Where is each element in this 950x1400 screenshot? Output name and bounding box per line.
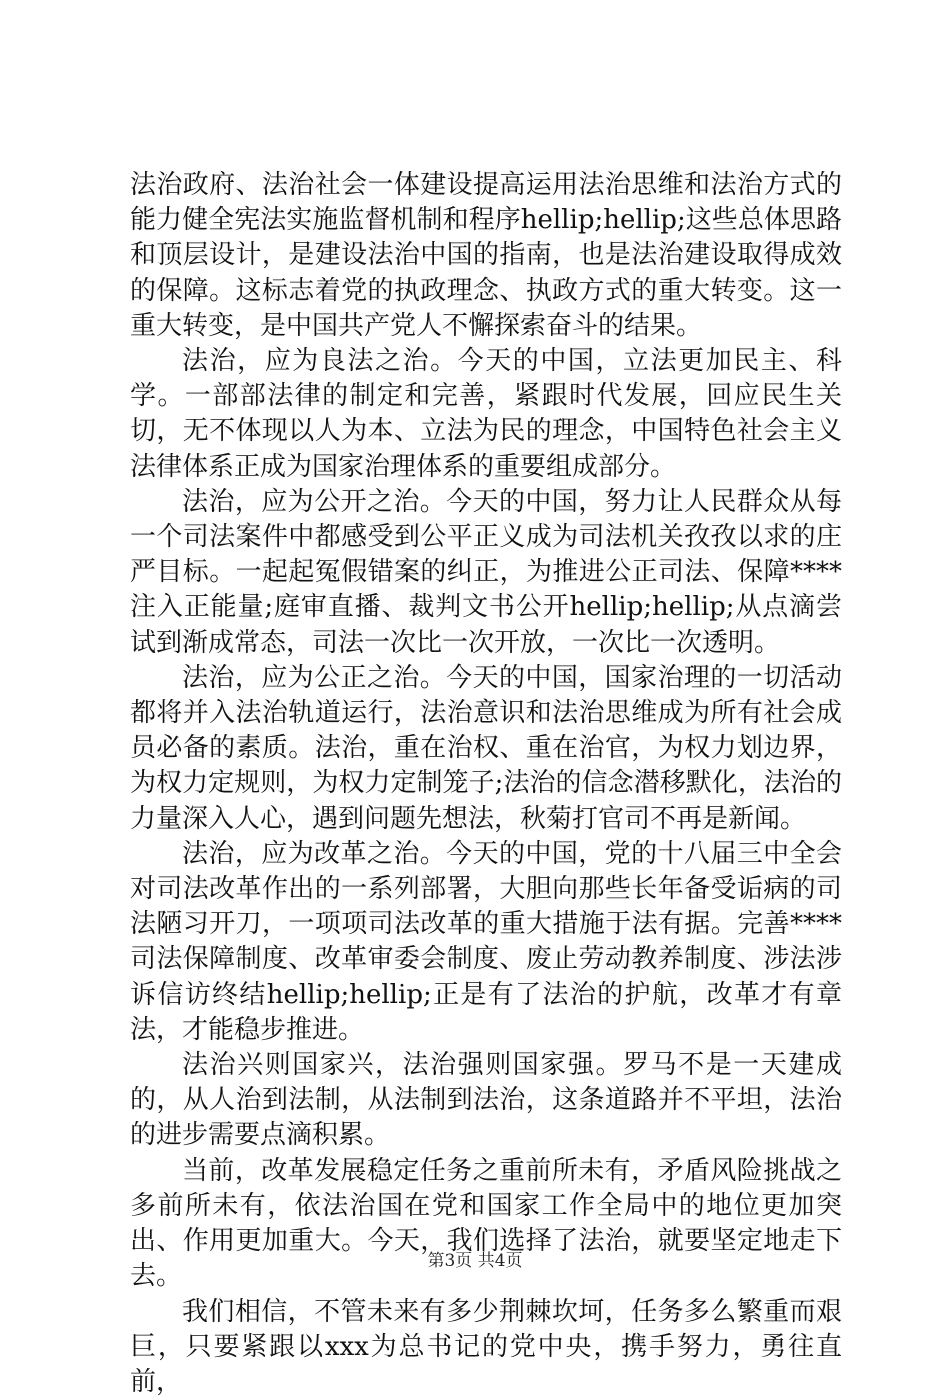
- page-number-footer: 第3页 共4页: [0, 1246, 950, 1271]
- paragraph-8: 我们相信，不管未来有多少荆棘坎坷，任务多么繁重而艰巨，只要紧跟以xxx为总书记的党中央，携手努力，勇往直前，: [130, 1295, 842, 1400]
- document-body: [130, 168, 842, 1400]
- paragraph-4: 法治，应为公正之治。今天的中国，国家治理的一切活动都将并入法治轨道运行，法治意识和法治思维成为所有社会成员必备的素质。法治，重在治权、重在治官，为权力划边界，为权力定规则，为权力定制笼子;法治的信念潜移默化，法治的力量深入人心，遇到问题先想法，秋菊打官司不再是新闻。: [130, 661, 842, 837]
- paragraph-5: 法治，应为改革之治。今天的中国，党的十八届三中全会对司法改革作出的一系列部署，大胆向那些长年备受诟病的司法陋习开刀，一项项司法改革的重大措施于法有据。完善****司法保障制度、改革审委会制度、废止劳动教养制度、涉法涉诉信访终结hellip;hellip;正是有了法治的护航，改革才有章法，才能稳步推进。: [130, 837, 842, 1048]
- paragraph-1: 法治政府、法治社会一体建设提高运用法治思维和法治方式的能力健全宪法实施监督机制和程序hellip;hellip;这些总体思路和顶层设计，是建设法治中国的指南，也是法治建设取得成效的保障。这标志着党的执政理念、执政方式的重大转变。这一重大转变，是中国共产党人不懈探索奋斗的结果。: [130, 168, 842, 344]
- paragraph-3: 法治，应为公开之治。今天的中国，努力让人民群众从每一个司法案件中都感受到公平正义成为司法机关孜孜以求的庄严目标。一起起冤假错案的纠正，为推进公正司法、保障****注入正能量;庭审直播、裁判文书公开hellip;hellip;从点滴尝试到渐成常态，司法一次比一次开放，一次比一次透明。: [130, 485, 842, 661]
- paragraph-6: 法治兴则国家兴，法治强则国家强。罗马不是一天建成的，从人治到法制，从法制到法治，这条道路并不平坦，法治的进步需要点滴积累。: [130, 1048, 842, 1154]
- paragraph-2: 法治，应为良法之治。今天的中国，立法更加民主、科学。一部部法律的制定和完善，紧跟时代发展，回应民生关切，无不体现以人为本、立法为民的理念，中国特色社会主义法律体系正成为国家治理体系的重要组成部分。: [130, 344, 842, 485]
- paragraph-7: 当前，改革发展稳定任务之重前所未有，矛盾风险挑战之多前所未有，依法治国在党和国家工作全局中的地位更加突出、作用更加重大。今天，我们选择了法治，就要坚定地走下去。: [130, 1154, 842, 1295]
